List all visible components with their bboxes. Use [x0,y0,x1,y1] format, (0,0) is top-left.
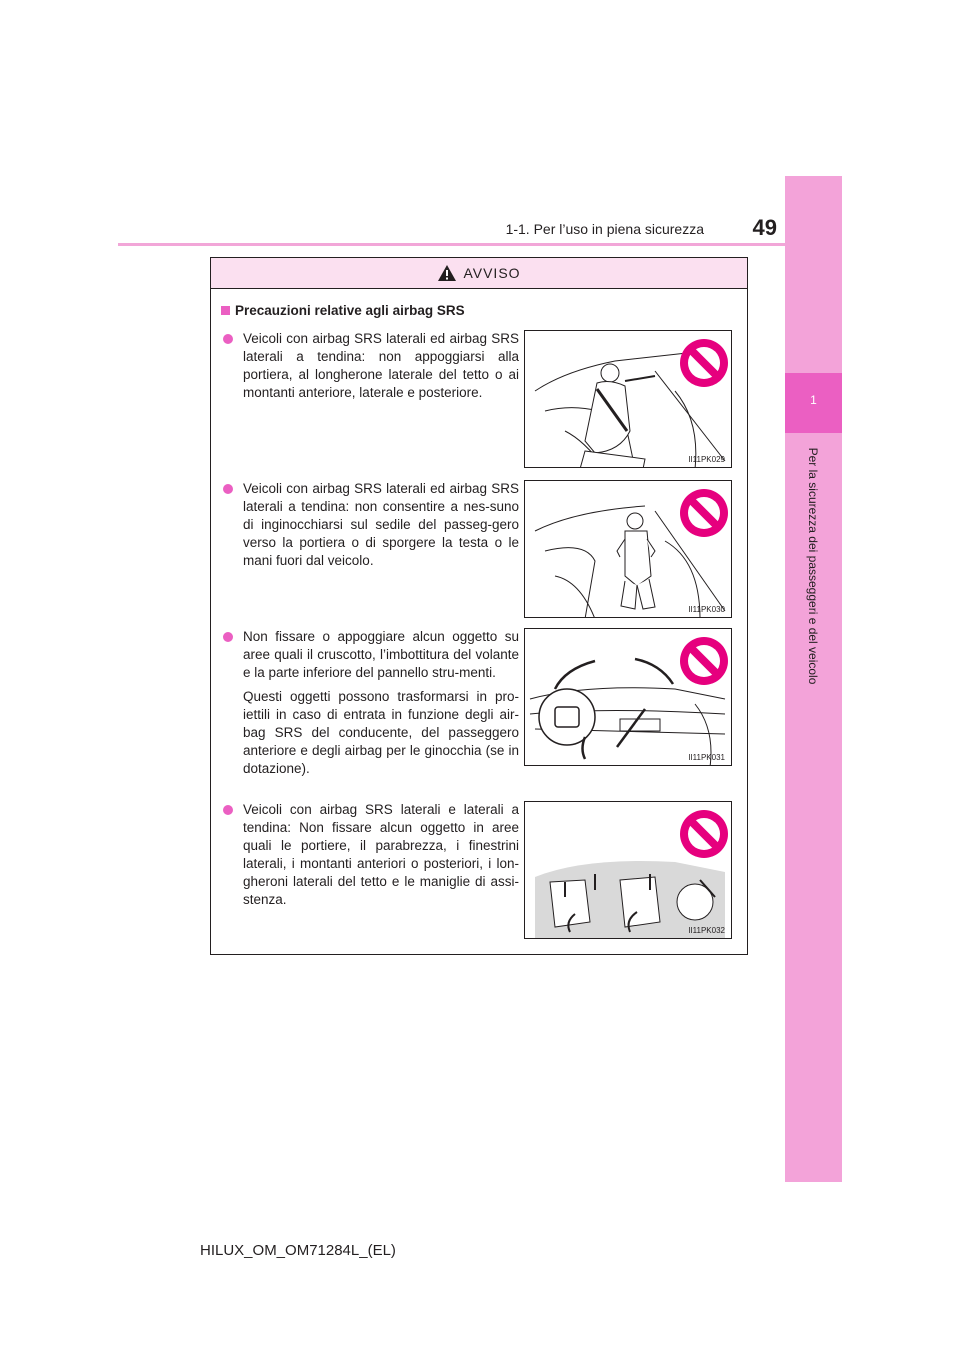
document-code: HILUX_OM_OM71284L_(EL) [200,1242,396,1259]
item-text: Veicoli con airbag SRS laterali ed airbag SRS laterali a tendina: non appoggiarsi alla portiera, al longherone laterale del tetto o ai montanti anteriore, laterale e posteriore. [243,331,519,400]
figure-code: II11PK030 [688,605,725,614]
page-number: 49 [752,215,777,240]
figure-kneeling-seat [524,480,732,618]
chapter-title: Per la sicurezza dei passeggeri e del veicolo [806,447,820,685]
figure-lean-door [524,330,732,468]
figure-code: II11PK031 [688,753,725,762]
list-item [223,628,519,784]
list-item [223,330,519,408]
list-item [223,801,519,915]
warning-title: AVVISO [463,265,521,281]
figure-interior [524,801,732,939]
prohibited-icon [680,489,728,537]
cabin-interior-illustration [525,802,732,939]
warning-box [210,257,748,955]
bullet-icon [223,484,233,494]
header-rule [118,243,840,246]
person-leaning-illustration [525,331,732,468]
prohibited-icon [680,810,728,858]
bullet-icon [223,334,233,344]
warning-header [211,258,747,289]
figure-code: II11PK032 [688,926,725,935]
warning-triangle-icon [437,264,457,282]
dashboard-illustration [525,629,732,766]
bullet-icon [223,805,233,815]
bullet-icon [223,632,233,642]
prohibited-icon [680,637,728,685]
item-text-secondary: Questi oggetti possono trasformarsi in pro-iettili in caso di entrata in funzione degli air-bag SRS del conducente, del passeggero anteriore e degli airbag per le ginocchia (se in dotazione). [243,689,519,776]
section-heading: Precauzioni relative agli airbag SRS [221,303,465,318]
figure-dashboard [524,628,732,766]
item-text: Non fissare o appoggiare alcun oggetto su aree quali il cruscotto, l’imbottitura del volante e la parte inferiore del pannello stru-menti. [243,629,519,680]
item-text: Veicoli con airbag SRS laterali ed airbag SRS laterali a tendina: non consentire a nes-suno di inginocchiarsi sul sedile del passeg-gero verso la portiera o di sporgere la testa o le mani fuori dal veicolo. [243,481,519,568]
square-bullet-icon [221,306,230,315]
person-kneeling-illustration [525,481,732,618]
figure-code: II11PK029 [688,455,725,464]
prohibited-icon [680,339,728,387]
list-item [223,480,519,576]
chapter-number: 1 [810,393,817,407]
item-text: Veicoli con airbag SRS laterali e laterali a tendina: Non fissare alcun oggetto in aree quali le portiere, il parabrezza, i finestrini laterali, i montanti anteriori o posteriori, i lon-gheroni laterali del tetto e le maniglie di assi-stenza. [243,802,519,907]
section-title: 1-1. Per l’uso in piena sicurezza [505,221,704,237]
chapter-tab[interactable] [785,373,842,433]
